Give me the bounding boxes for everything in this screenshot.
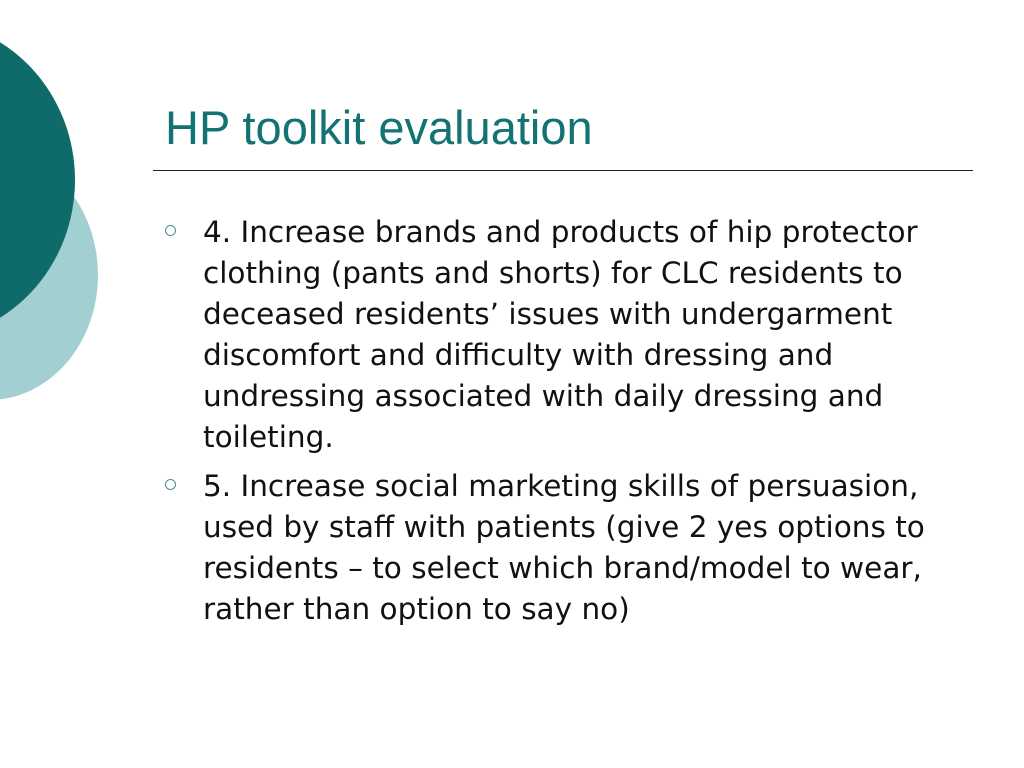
bullet-item-5 <box>165 466 975 630</box>
bullet-list <box>165 212 975 638</box>
slide-title: HP toolkit evaluation <box>165 101 593 154</box>
hollow-circle-icon <box>165 225 176 236</box>
bullet-text: 5. Increase social marketing skills of persuasion, used by staff with patients (give 2 yes options to residents – to select which brand/model to wear, rather than option to say no) <box>203 469 925 626</box>
bullet-item-4 <box>165 212 975 458</box>
title-divider <box>153 170 973 171</box>
hollow-circle-icon <box>165 479 176 490</box>
bullet-text: 4. Increase brands and products of hip protector clothing (pants and shorts) for CLC residents to deceased residents’ issues with undergarment discomfort and difficulty with dressing and undressing associated with daily dressing and toileting. <box>203 215 918 454</box>
